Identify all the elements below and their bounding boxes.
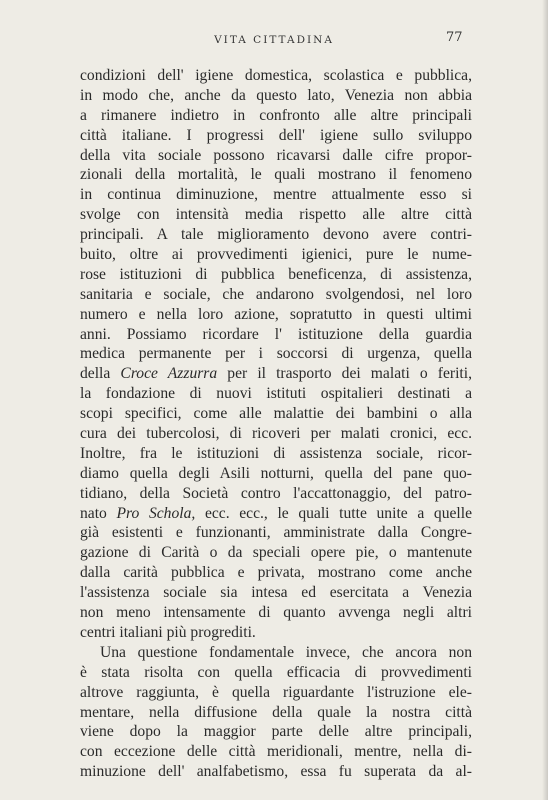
text-line: l'assistenza sociale sia intesa ed esercitata a Venezia	[80, 584, 472, 602]
italic-name-croce-azzurra: Croce Azzurra	[120, 365, 218, 383]
text-line: già esistenti e funzionanti, amministrate dalla Congre-	[80, 524, 472, 542]
text-line: sanitaria e sociale, che andarono svolgendosi, nel loro	[80, 285, 472, 303]
page-number: 77	[446, 30, 463, 45]
text-line: condizioni dell' igiene domestica, scolastica e pubblica,	[80, 67, 472, 84]
text-line	[80, 504, 472, 524]
text-line: zionali della mortalità, le quali mostrano il fenomeno	[80, 166, 472, 184]
italic-name-pro-schola: Pro Schola,	[116, 504, 196, 522]
text-line: della vita sociale possono ricavarsi dalle cifre propor-	[80, 146, 472, 164]
body-text	[80, 66, 472, 782]
text-line: dalla carità pubblica e privata, mostrano come anche	[80, 564, 472, 582]
text-line-paragraph-start: Una questione fondamentale invece, che ancora non	[100, 643, 472, 661]
text-line: svolge con intensità media rispetto alle altre città	[80, 206, 472, 224]
text-line: città italiane. I progressi dell' igiene sullo sviluppo	[80, 126, 472, 144]
text-line: a rimanere indietro in confronto alle altre principali	[80, 106, 472, 124]
text-line: la fondazione di nuovi istituti ospitalieri destinati a	[80, 385, 472, 403]
text-line: minuzione dell' analfabetismo, essa fu superata da al-	[80, 763, 472, 781]
text-line: anni. Possiamo ricordare l' istituzione della guardia	[80, 325, 472, 343]
text-line: diamo quella degli Asili notturni, quella del pane quo-	[80, 464, 472, 482]
text-line: medica permanente per i soccorsi di urgenza, quella	[80, 345, 472, 363]
text-line: non meno intensamente di quanto avvenga negli altri	[80, 604, 472, 622]
running-header-title: VITA CITTADINA	[214, 34, 334, 46]
page-edge-shadow	[542, 0, 548, 800]
text-run: per il trasporto dei malati o feriti,	[217, 365, 472, 383]
text-line: tidiano, della Società contro l'accattonaggio, del patro-	[80, 484, 472, 502]
text-line: principali. A tale miglioramento devono avere contri-	[80, 226, 472, 244]
text-line: in modo che, anche da questo lato, Venezia non abbia	[80, 86, 472, 104]
text-line: è stata risolta con quella efficacia di provvedimenti	[80, 663, 472, 681]
text-line: buito, oltre ai provvedimenti igienici, pure le nume-	[80, 246, 472, 264]
text-line: Inoltre, fra le istituzioni di assistenza sociale, ricor-	[80, 444, 472, 462]
text-run: nato	[80, 504, 117, 522]
text-line: scopi specifici, come alle malattie dei bambini o alla	[80, 405, 472, 423]
text-run: ecc. ecc., le quali tutte unite a quelle	[195, 504, 472, 522]
text-line	[80, 364, 472, 384]
text-run: della	[80, 365, 121, 383]
text-line: altrove raggiunta, è quella riguardante l'istruzione ele-	[80, 683, 472, 701]
text-line: gazione di Carità o da speciali opere pie, o mantenute	[80, 544, 472, 562]
text-line: viene dopo la maggior parte delle altre principali,	[80, 723, 472, 741]
text-line: con eccezione delle città meridionali, mentre, nella di-	[80, 743, 472, 761]
text-line: mentare, nella diffusione della quale la nostra città	[80, 703, 472, 721]
text-line: cura dei tubercolosi, di ricoveri per malati cronici, ecc.	[80, 425, 472, 443]
text-line: numero e nella loro azione, sopratutto in questi ultimi	[80, 305, 472, 323]
text-line-paragraph-end: centri italiani più progrediti.	[80, 623, 256, 641]
text-line: in continua diminuzione, mentre attualmente esso si	[80, 186, 472, 204]
text-line: rose istituzioni di pubblica beneficenza, di assistenza,	[80, 265, 472, 283]
